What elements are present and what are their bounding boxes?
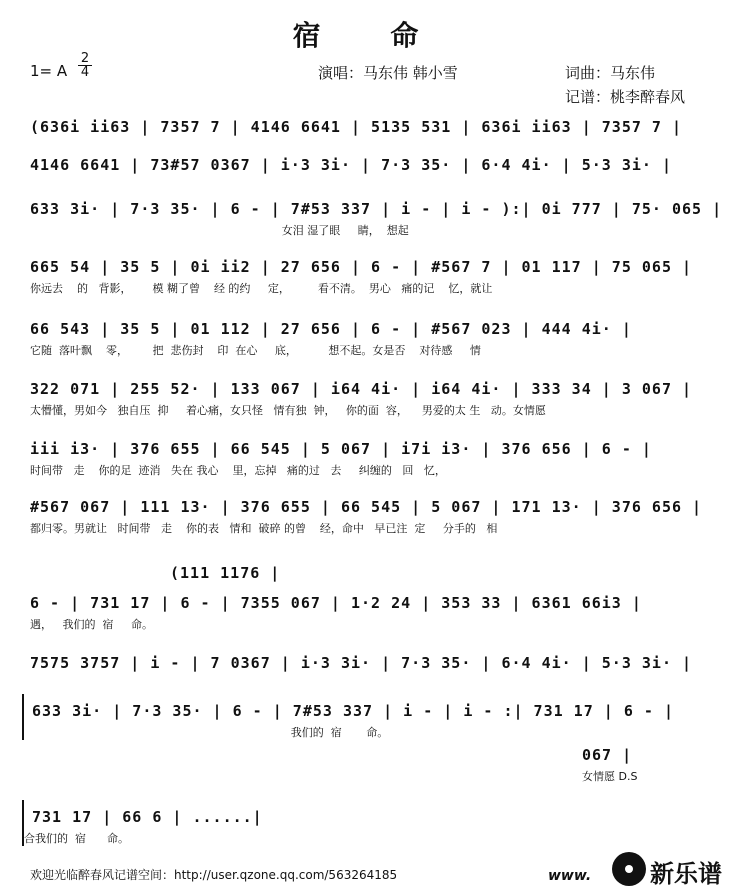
- lyrics-line: 时间带 走 你的足 迹消 失在 我心 里，忘掉 痛的过 去 纠缠的 回 忆，: [30, 464, 446, 477]
- brand-logo: [548, 850, 737, 890]
- key-signature: 1= A: [30, 62, 68, 80]
- notation-line: (111 1176 |: [170, 564, 281, 582]
- staff-system: [30, 646, 714, 692]
- notation-line: 731 17 | 66 6 | ......|: [32, 808, 263, 826]
- staff-system: [22, 800, 263, 846]
- lyrics-line: 太懵懂，男如今 独自压 抑 着心痛，女只怪 情有独 钟， 你的面 容， 男爱的太 生 动。女情愿: [30, 404, 546, 417]
- notation-line: 7575 3757 | i - | 7 0367 | i·3 3i· | 7·3 35· | 6·4 4i· | 5·3 3i· |: [30, 654, 693, 672]
- lyrics-line: [30, 676, 714, 692]
- notation-line: iii i3· | 376 655 | 66 545 | 5 067 | i7i i3· | 376 656 | 6 - |: [30, 440, 652, 458]
- notation-line: 6 - | 731 17 | 6 - | 7355 067 | 1·2 24 | 353 33 | 6361 66i3 |: [30, 594, 642, 612]
- brand-name: 新乐谱: [650, 860, 722, 888]
- time-signature-top: 2: [80, 51, 90, 66]
- staff-system: [30, 148, 714, 194]
- lyrics-line: 女泪 湿了眼 睛， 想起: [30, 224, 409, 237]
- lyrics-line: 合我们的 宿 命。: [24, 832, 129, 845]
- lyrics-line: 你远去 的 背影， 模 糊了曾 经 的约 定， 看不清。 男心 痛的记 忆，就让: [30, 282, 493, 295]
- staff-system: [30, 250, 714, 296]
- lyrics-line: 女情愿 D.S: [582, 770, 638, 783]
- song-title: 宿 命: [292, 19, 449, 52]
- notation-line: 633 3i· | 7·3 35· | 6 - | 7#53 337 | i - | i - ):| 0i 777 | 75· 065 |: [30, 200, 723, 218]
- staff-system: [30, 586, 714, 632]
- notation-line: #567 067 | 111 13· | 376 655 | 66 545 | 5 067 | 171 13· | 376 656 |: [30, 498, 703, 516]
- notation-line: 4146 6641 | 73#57 0367 | i·3 3i· | 7·3 35· | 6·4 4i· | 5·3 3i· |: [30, 156, 672, 174]
- notation-line: 633 3i· | 7·3 35· | 6 - | 7#53 337 | i - | i - :| 731 17 | 6 - |: [32, 702, 674, 720]
- staff-system: [582, 738, 702, 784]
- lyricist-credit: 词曲：马东伟: [565, 64, 656, 82]
- notation-line: 322 071 | 255 52· | 133 067 | i64 4i· | i64 4i· | 333 34 | 3 067 |: [30, 380, 693, 398]
- notation-line: (636i ii63 | 7357 7 | 4146 6641 | 5135 531 | 636i ii63 | 7357 7 |: [30, 118, 682, 136]
- record-disc-icon: [612, 852, 646, 886]
- singer-credit: 演唱：马东伟 韩小雪: [318, 64, 458, 82]
- notation-line: 067 |: [582, 746, 633, 764]
- staff-system: [30, 372, 714, 418]
- lyrics-line: 都归零。男就让 时间带 走 你的表 情和 破碎 的曾 经，命中 早已注 定 分手的 相: [30, 522, 498, 535]
- footer-text: 欢迎光临醉春风记谱空间：http://user.qzone.qq.com/563264185: [30, 868, 398, 882]
- staff-system: [30, 192, 723, 238]
- lyrics-line: 我们的 宿 命。: [32, 726, 389, 739]
- notation-line: 66 543 | 35 5 | 01 112 | 27 656 | 6 - | #567 023 | 444 4i· |: [30, 320, 632, 338]
- staff-system: [30, 432, 714, 478]
- transcriber-credit: 记谱：桃李醉春风: [565, 88, 686, 106]
- staff-system: [22, 694, 708, 740]
- www-text: www.: [548, 868, 592, 884]
- time-signature: [78, 52, 92, 79]
- staff-system: [30, 312, 714, 358]
- time-signature-bottom: 4: [78, 65, 92, 79]
- staff-system: [30, 490, 714, 536]
- notation-line: 665 54 | 35 5 | 0i ii2 | 27 656 | 6 - | #567 7 | 01 117 | 75 065 |: [30, 258, 693, 276]
- lyrics-line: 它随 落叶飘 零， 把 悲伤封 印 在心 底， 想不起。女是否 对待感 情: [30, 344, 481, 357]
- lyrics-line: 遇， 我们的 宿 命。: [30, 618, 153, 631]
